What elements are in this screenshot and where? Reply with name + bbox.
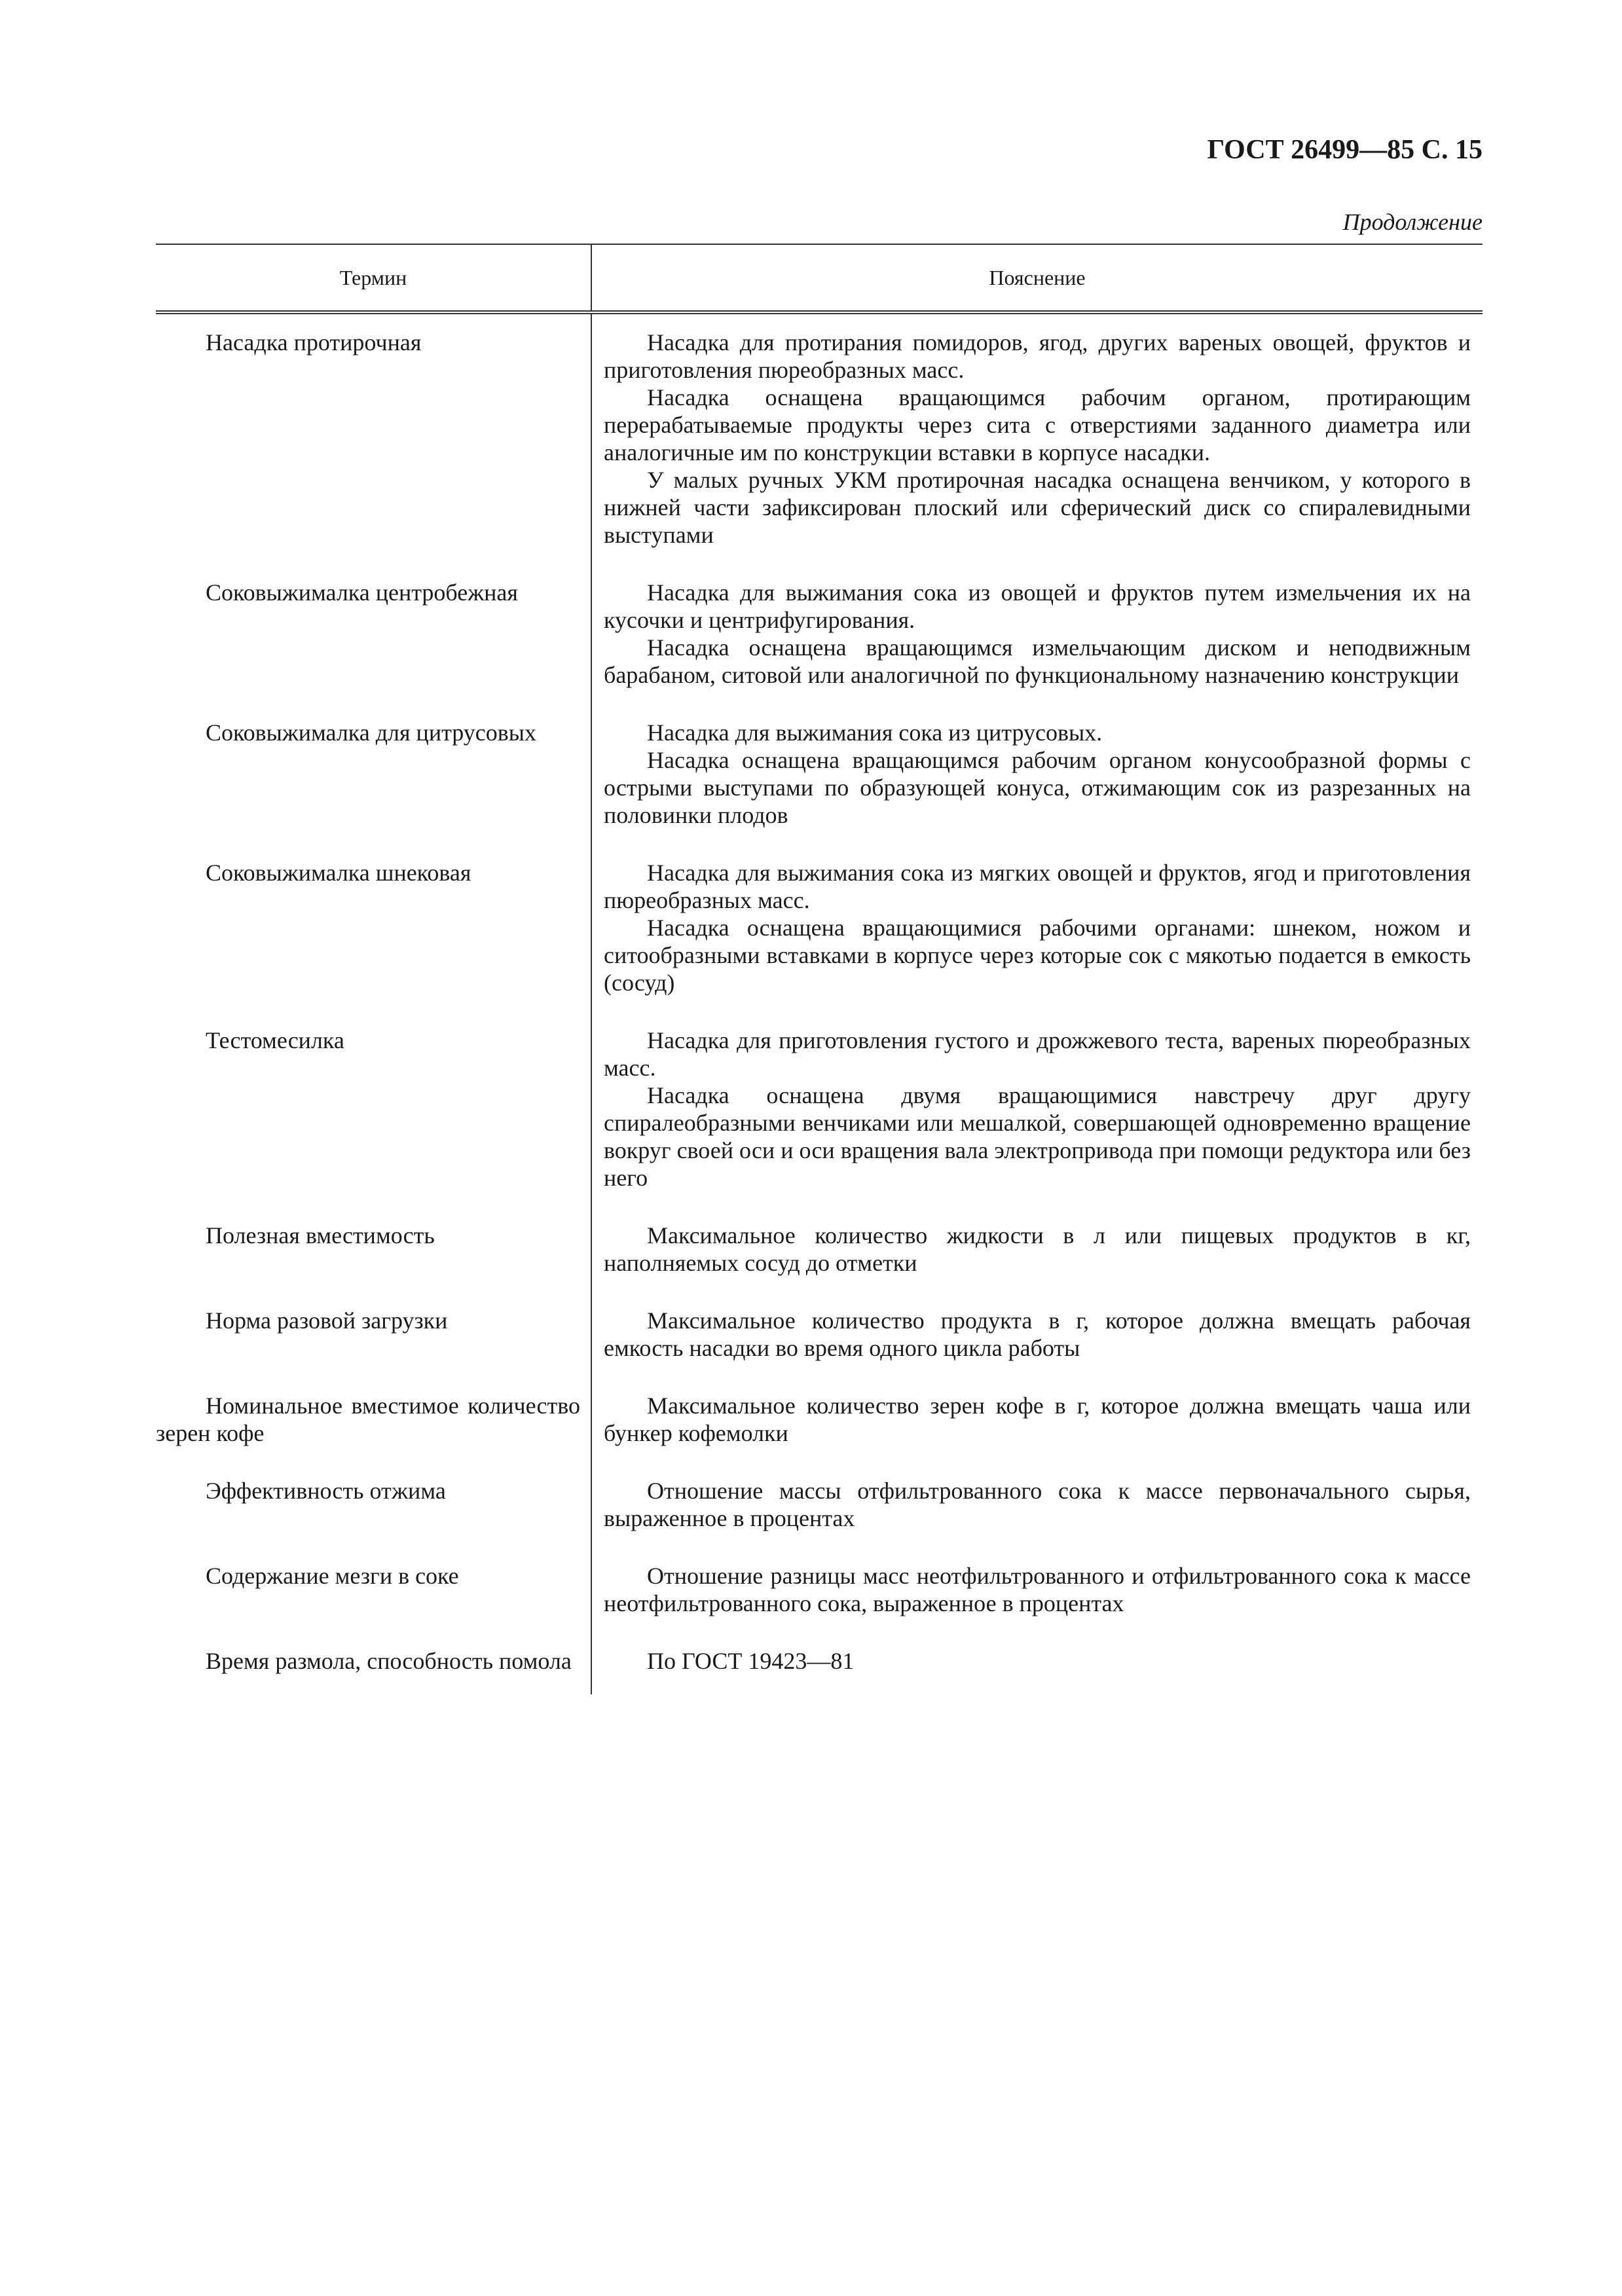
explanation-cell — [591, 845, 1483, 1012]
explanation-paragraph: Насадка оснащена вращающимся рабочим органом, протирающим перерабатываемые продукты через сита с отверстиями заданного диаметра или аналогичные им по конструкции вставки в корпусе насадки. — [604, 384, 1471, 465]
explanation-paragraph: Максимальное количество жидкости в л или пищевых продуктов в кг, наполняемых сосуд до отметки — [604, 1222, 1471, 1276]
explanation-cell — [591, 1012, 1483, 1207]
term-cell: Норма разовой загрузки — [206, 1307, 448, 1334]
table-row — [156, 1012, 1483, 1207]
table-row — [156, 704, 1483, 845]
column-header-term: Термин — [156, 244, 591, 312]
explanation-cell — [591, 564, 1483, 704]
explanation-paragraph: Отношение массы отфильтрованного сока к массе первоначального сырья, выраженное в процентах — [604, 1478, 1471, 1531]
explanation-paragraph: Максимальное количество продукта в г, которое должна вмещать рабочая емкость насадки во время одного цикла работы — [604, 1307, 1471, 1361]
explanation-paragraph: По ГОСТ 19423—81 — [647, 1648, 855, 1674]
explanation-cell — [591, 1463, 1483, 1548]
table-row — [156, 1207, 1483, 1292]
table-row — [156, 564, 1483, 704]
explanation-paragraph: Насадка для выжимания сока из цитрусовых. — [647, 720, 1103, 746]
explanation-paragraph: Отношение разницы масс неотфильтрованного и отфильтрованного сока к массе неотфильтрованного сока, выраженное в процентах — [604, 1563, 1471, 1616]
continuation-label: Продолжение — [1342, 209, 1483, 235]
term-cell: Полезная вместимость — [206, 1222, 435, 1248]
term-cell: Соковыжималка шнековая — [206, 860, 471, 886]
explanation-cell — [591, 1548, 1483, 1633]
page-header: ГОСТ 26499—85 С. 15 — [1207, 135, 1483, 165]
explanation-cell — [591, 1377, 1483, 1463]
explanation-cell — [591, 312, 1483, 564]
term-cell: Время размола, способность помола — [206, 1648, 572, 1674]
term-cell: Соковыжималка для цитрусовых — [206, 720, 536, 746]
explanation-paragraph: Насадка для выжимания сока из мягких овощей и фруктов, ягод и приготовления пюреобразных масс. — [604, 860, 1471, 913]
explanation-paragraph: Насадка оснащена вращающимся измельчающим диском и неподвижным барабаном, ситовой или аналогичной по функциональному назначению конструкции — [604, 634, 1471, 688]
table-row — [156, 312, 1483, 564]
table-header-row — [156, 244, 1483, 312]
table-row — [156, 1548, 1483, 1633]
term-cell: Тестомесилка — [206, 1027, 344, 1053]
explanation-paragraph: Насадка оснащена вращающимися рабочими органами: шнеком, ножом и ситообразными вставками в корпусе через которые сок с мякотью подается в емкость (сосуд) — [604, 915, 1471, 996]
table-row — [156, 1463, 1483, 1548]
explanation-cell — [591, 1633, 1483, 1694]
explanation-cell — [591, 1292, 1483, 1377]
table-row — [156, 1292, 1483, 1377]
explanation-paragraph: Насадка для выжимания сока из овощей и фруктов путем измельчения их на кусочки и центрифугирования. — [604, 579, 1471, 633]
table-row — [156, 1377, 1483, 1463]
explanation-paragraph: У малых ручных УКМ протирочная насадка оснащена венчиком, у которого в нижней части зафиксирован плоский или сферический диск со спиралевидными выступами — [604, 467, 1471, 548]
explanation-paragraph: Насадка для протирания помидоров, ягод, других вареных овощей, фруктов и приготовления пюреобразных масс. — [604, 329, 1471, 383]
explanation-cell — [591, 704, 1483, 845]
explanation-paragraph: Насадка для приготовления густого и дрожжевого теста, вареных пюреобразных масс. — [604, 1027, 1471, 1081]
explanation-paragraph: Насадка оснащена двумя вращающимися навстречу друг другу спиралеобразными венчиками или мешалкой, совершающей одновременно вращение вокруг своей оси и оси вращения вала электропривода при помощи редуктора или без него — [604, 1082, 1471, 1191]
column-header-explanation: Пояснение — [591, 244, 1483, 312]
table-body — [156, 312, 1483, 1694]
term-cell: Соковыжималка центробежная — [206, 579, 518, 606]
explanation-cell — [591, 1207, 1483, 1292]
table-row — [156, 845, 1483, 1012]
table-row — [156, 1633, 1483, 1694]
term-cell: Содержание мезги в соке — [206, 1563, 459, 1589]
explanation-paragraph: Максимальное количество зерен кофе в г, которое должна вмещать чаша или бункер кофемолки — [604, 1393, 1471, 1446]
term-cell: Эффективность отжима — [206, 1478, 446, 1504]
terms-table — [156, 244, 1483, 1694]
term-cell: Насадка протирочная — [206, 329, 422, 355]
explanation-paragraph: Насадка оснащена вращающимся рабочим органом конусообразной формы с острыми выступами по образующей конуса, отжимающим сок из разрезанных на половинки плодов — [604, 747, 1471, 828]
term-cell: Номинальное вместимое количество зерен кофе — [156, 1393, 580, 1446]
